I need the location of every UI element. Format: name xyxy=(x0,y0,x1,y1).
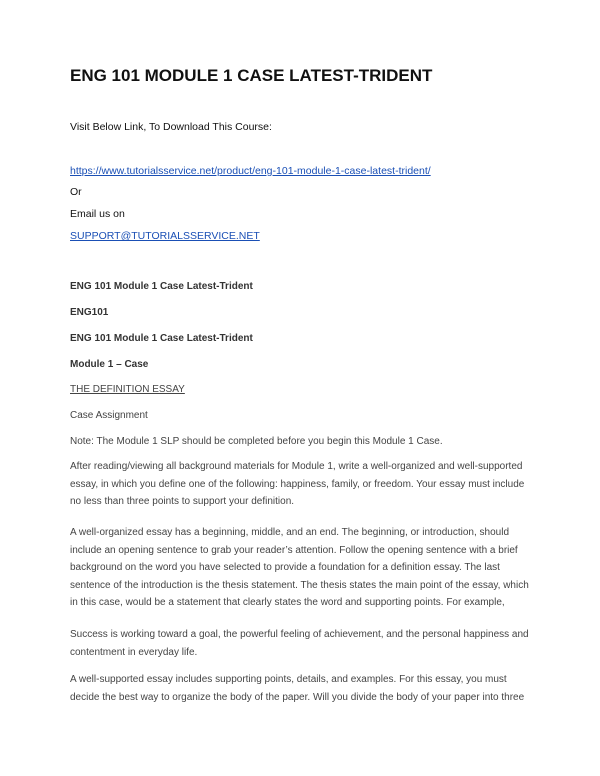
section-title: THE DEFINITION ESSAY xyxy=(70,384,185,395)
paragraph-4-line: decide the best way to organize the body of the paper. Will you divide the body of your paper into three xyxy=(70,691,525,703)
email-label: Email us on xyxy=(70,208,125,220)
visit-text: Visit Below Link, To Download This Course: xyxy=(70,121,272,133)
paragraph-1-line: After reading/viewing all background materials for Module 1, write a well-organized and well-supported xyxy=(70,461,523,472)
heading-course-title: ENG 101 Module 1 Case Latest-Trident xyxy=(70,281,253,292)
paragraph-4-line: A well-supported essay includes supporting points, details, and examples. For this essay, you must xyxy=(70,674,507,685)
or-text: Or xyxy=(70,186,82,198)
email-link[interactable]: SUPPORT@TUTORIALSSERVICE.NET xyxy=(70,230,260,242)
paragraph-4 xyxy=(70,671,540,706)
paragraph-2-line: background on the word you have selected to provide a foundation for a definition essay. The last xyxy=(70,562,500,573)
paragraph-2-line: A well-organized essay has a beginning, middle, and an end. The beginning, or introduction, should xyxy=(70,527,509,538)
heading-course-code: ENG101 xyxy=(70,307,109,318)
paragraph-2-line: sentence of the introduction is the thesis statement. The thesis states the main point of the essay, which xyxy=(70,579,529,591)
note-text: Note: The Module 1 SLP should be completed before you begin this Module 1 Case. xyxy=(70,436,443,447)
paragraph-2-line: in this case, would be a statement that clearly states the word and supporting points. For example, xyxy=(70,597,505,608)
paragraph-3 xyxy=(70,626,540,661)
heading-module: Module 1 – Case xyxy=(70,359,149,370)
heading-course-title-repeat: ENG 101 Module 1 Case Latest-Trident xyxy=(70,333,253,344)
document-title: ENG 101 MODULE 1 CASE LATEST-TRIDENT xyxy=(70,66,433,85)
paragraph-3-line: contentment in everyday life. xyxy=(70,646,198,658)
course-link[interactable]: https://www.tutorialsservice.net/product/eng-101-module-1-case-latest-trident/ xyxy=(70,165,431,177)
case-assignment-label: Case Assignment xyxy=(70,410,148,421)
paragraph-2 xyxy=(70,524,540,612)
paragraph-2-line: include an opening sentence to grab your reader’s attention. Follow the opening sentence with a brief xyxy=(70,544,518,556)
paragraph-1-line: essay, in which you define one of the following: happiness, family, or freedom. Your essay must include xyxy=(70,478,525,490)
paragraph-1-line: no less than three points to support your definition. xyxy=(70,496,295,507)
paragraph-3-line: Success is working toward a goal, the powerful feeling of achievement, and the personal happiness and xyxy=(70,629,529,640)
paragraph-1 xyxy=(70,458,540,511)
